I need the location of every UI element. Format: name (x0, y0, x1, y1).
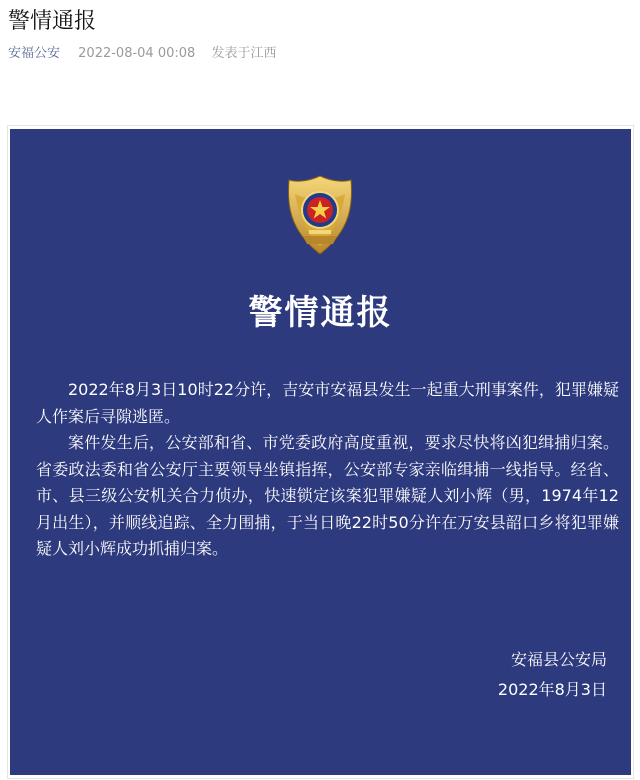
author-link[interactable]: 安福公安 (8, 46, 61, 61)
notice-sign-date: 2022年8月3日 (497, 680, 607, 699)
notice-paragraph: 2022年8月3日10时22分许，吉安市安福县发生一起重大刑事案件，犯罪嫌疑人作案后寻隙逃匿。 (36, 380, 619, 426)
notice-signature: 安福县公安局 (510, 650, 607, 669)
notice-signature-block (498, 645, 607, 705)
publish-location: 发表于江西 (211, 46, 277, 61)
article-meta (8, 45, 276, 63)
notice-paragraph: 案件发生后，公安部和省、市党委政府高度重视，要求尽快将凶犯缉捕归案。省委政法委和省公安厅主要领导坐镇指挥，公安部专家亲临缉捕一线指导。经省、市、县三级公安机关合力侦办，快速锁定该案犯罪嫌疑人刘小辉（男，1974年12月出生），并顺线追踪、全力围捕，于当日晚22时50分许在万安县韶口乡将犯罪嫌疑人刘小辉成功抓捕归案。 (36, 433, 619, 558)
notice-headline: 警情通报 (248, 293, 393, 333)
article-title: 警情通报 (8, 9, 97, 34)
publish-date: 2022-08-04 00:08 (78, 46, 196, 61)
notice-body (36, 377, 619, 563)
police-emblem-icon (285, 174, 355, 256)
notice-card (10, 129, 631, 775)
notice-image (8, 126, 633, 778)
